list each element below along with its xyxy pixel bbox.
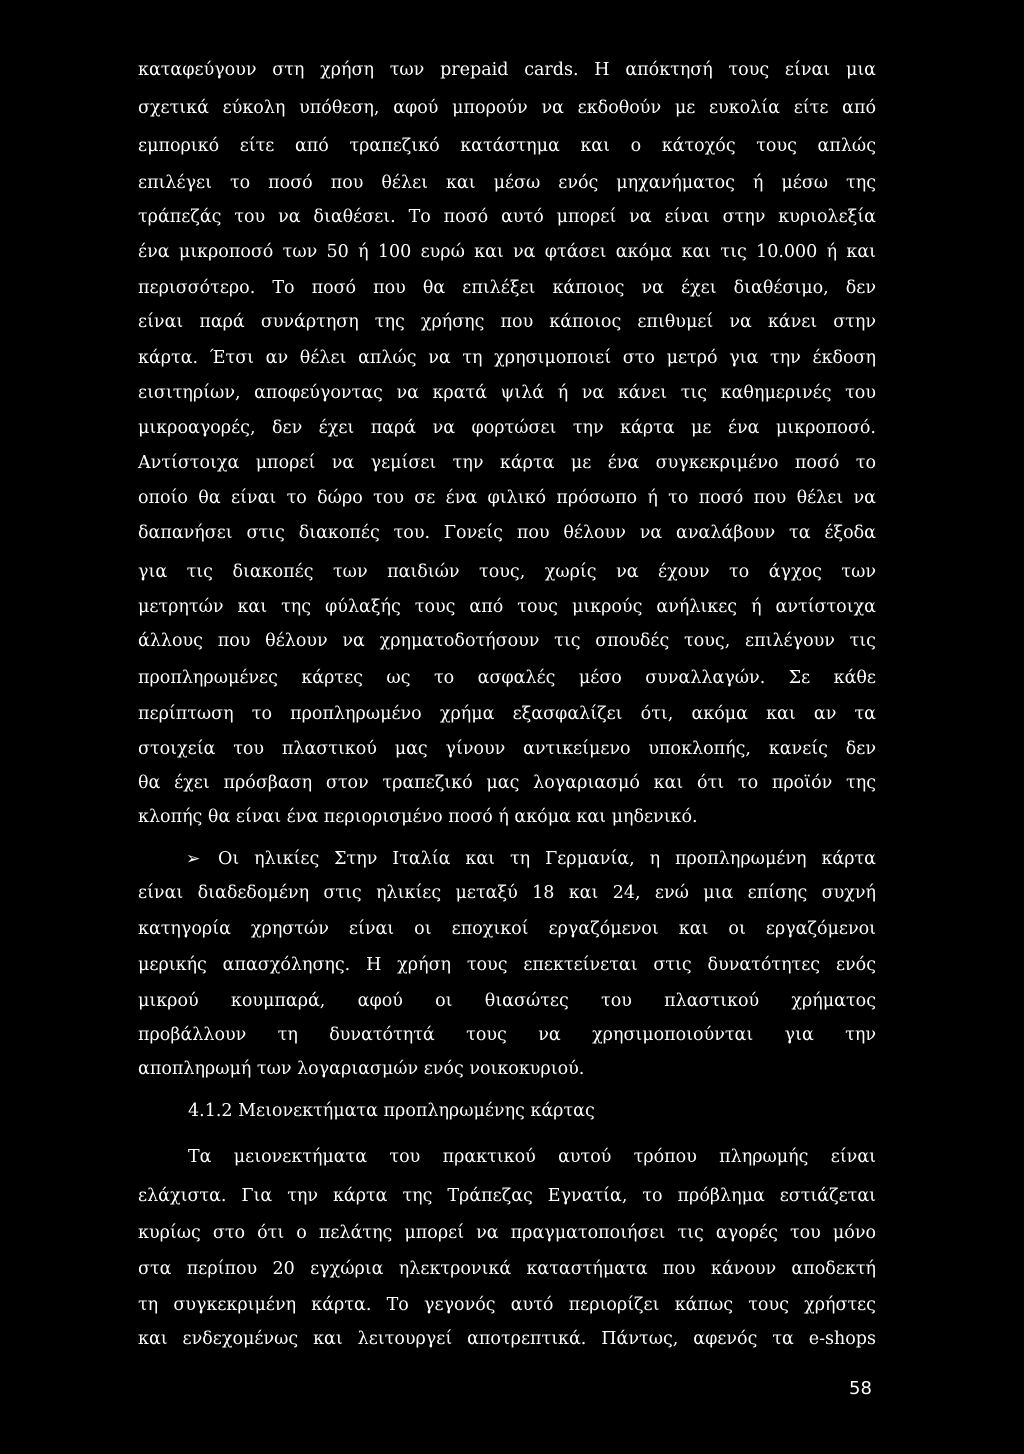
text-line: είναι διαδεδομένη στις ηλικίες μεταξύ 18 και 24, ενώ μια επίσης συχνή xyxy=(138,883,876,903)
text-line: στοιχεία του πλαστικού μας γίνουν αντικείμενο υποκλοπής, κανείς δεν xyxy=(138,739,876,759)
text-line: σχετικά εύκολη υπόθεση, αφού μπορούν να εκδοθούν με ευκολία είτε από xyxy=(138,98,876,118)
text-line: μικροαγορές, δεν έχει παρά να φορτώσει την κάρτα με ένα μικροποσό. xyxy=(138,418,876,438)
text-line: στα περίπου 20 εγχώρια ηλεκτρονικά καταστήματα που κάνουν αποδεκτή xyxy=(138,1259,876,1279)
text-line: κατηγορία χρηστών είναι οι εποχικοί εργαζόμενοι και οι εργαζόμενοι xyxy=(138,919,876,939)
text-line: κάρτα. Έτσι αν θέλει απλώς να τη χρησιμοποιεί στο μετρό για την έκδοση xyxy=(138,348,876,368)
text-line: περισσότερο. Το ποσό που θα επιλέξει κάποιος να έχει διαθέσιμο, δεν xyxy=(138,278,876,298)
text-line: αποπληρωμή των λογαριασμών ενός νοικοκυριού. xyxy=(138,1059,585,1079)
text-line: οποίο θα είναι το δώρο του σε ένα φιλικό πρόσωπο ή το ποσό που θέλει να xyxy=(138,488,876,508)
text-line: είναι παρά συνάρτηση της χρήσης που κάποιος επιθυμεί να κάνει στην xyxy=(138,312,876,332)
text-line: εμπορικό είτε από τραπεζικό κατάστημα και ο κάτοχός τους απλώς xyxy=(138,136,876,156)
text-line: Τα μειονεκτήματα του πρακτικού αυτού τρόπου πληρωμής είναι xyxy=(188,1147,876,1167)
text-line: καταφεύγουν στη χρήση των prepaid cards. Η απόκτησή τους είναι μια xyxy=(138,60,876,80)
text-line: δαπανήσει στις διακοπές του. Γονείς που θέλουν να αναλάβουν τα έξοδα xyxy=(138,523,876,543)
arrow-bullet-icon: ➢ xyxy=(186,849,201,869)
text-line: προπληρωμένες κάρτες ως το ασφαλές μέσο συναλλαγών. Σε κάθε xyxy=(138,668,876,688)
text-line: τράπεζάς του να διαθέσει. Το ποσό αυτό μπορεί να είναι στην κυριολεξία xyxy=(138,207,876,227)
text-line: μετρητών και της φύλαξής τους από τους μικρούς ανήλικες ή αντίστοιχα xyxy=(138,597,876,617)
text-line: μερικής απασχόλησης. Η χρήση τους επεκτείνεται στις δυνατότητες ενός xyxy=(138,955,876,975)
text-line: επιλέγει το ποσό που θέλει και μέσω ενός μηχανήματος ή μέσω της xyxy=(138,173,876,193)
text-line: προβάλλουν τη δυνατότητά τους να χρησιμοποιούνται για την xyxy=(138,1025,876,1045)
text-line: ελάχιστα. Για την κάρτα της Τράπεζας Εγνατία, το πρόβλημα εστιάζεται xyxy=(138,1186,876,1206)
text-line: άλλους που θέλουν να χρηματοδοτήσουν τις σπουδές τους, επιλέγουν τις xyxy=(138,631,876,651)
page-number: 58 xyxy=(849,1378,872,1399)
text-line: Αντίστοιχα μπορεί να γεμίσει την κάρτα με ένα συγκεκριμένο ποσό το xyxy=(138,453,876,473)
text-line: εισιτηρίων, αποφεύγοντας να κρατά ψιλά ή να κάνει τις καθημερινές του xyxy=(138,383,876,403)
text-line: για τις διακοπές των παιδιών τους, χωρίς να έχουν το άγχος των xyxy=(138,562,876,582)
text-line: θα έχει πρόσβαση στον τραπεζικό μας λογαριασμό και ότι το προϊόν της xyxy=(138,773,876,793)
section-heading: 4.1.2 Μειονεκτήματα προπληρωμένης κάρτας xyxy=(188,1101,595,1121)
text-line: ένα μικροποσό των 50 ή 100 ευρώ και να φτάσει ακόμα και τις 10.000 ή και xyxy=(138,242,876,262)
text-line: κλοπής θα είναι ένα περιορισμένο ποσό ή ακόμα και μηδενικό. xyxy=(138,807,698,827)
text-line: Οι ηλικίες Στην Ιταλία και τη Γερμανία, η προπληρωμένη κάρτα xyxy=(218,849,876,869)
text-line: τη συγκεκριμένη κάρτα. Το γεγονός αυτό περιορίζει κάπως τους χρήστες xyxy=(138,1295,876,1315)
text-line: μικρού κουμπαρά, αφού οι θιασώτες του πλαστικού χρήματος xyxy=(138,991,876,1011)
text-line: περίπτωση το προπληρωμένο χρήμα εξασφαλίζει ότι, ακόμα και αν τα xyxy=(138,704,876,724)
text-line: κυρίως στο ότι ο πελάτης μπορεί να πραγματοποιήσει τις αγορές του μόνο xyxy=(138,1223,876,1243)
text-line: και ενδεχομένως και λειτουργεί αποτρεπτικά. Πάντως, αφενός τα e-shops xyxy=(138,1329,876,1349)
